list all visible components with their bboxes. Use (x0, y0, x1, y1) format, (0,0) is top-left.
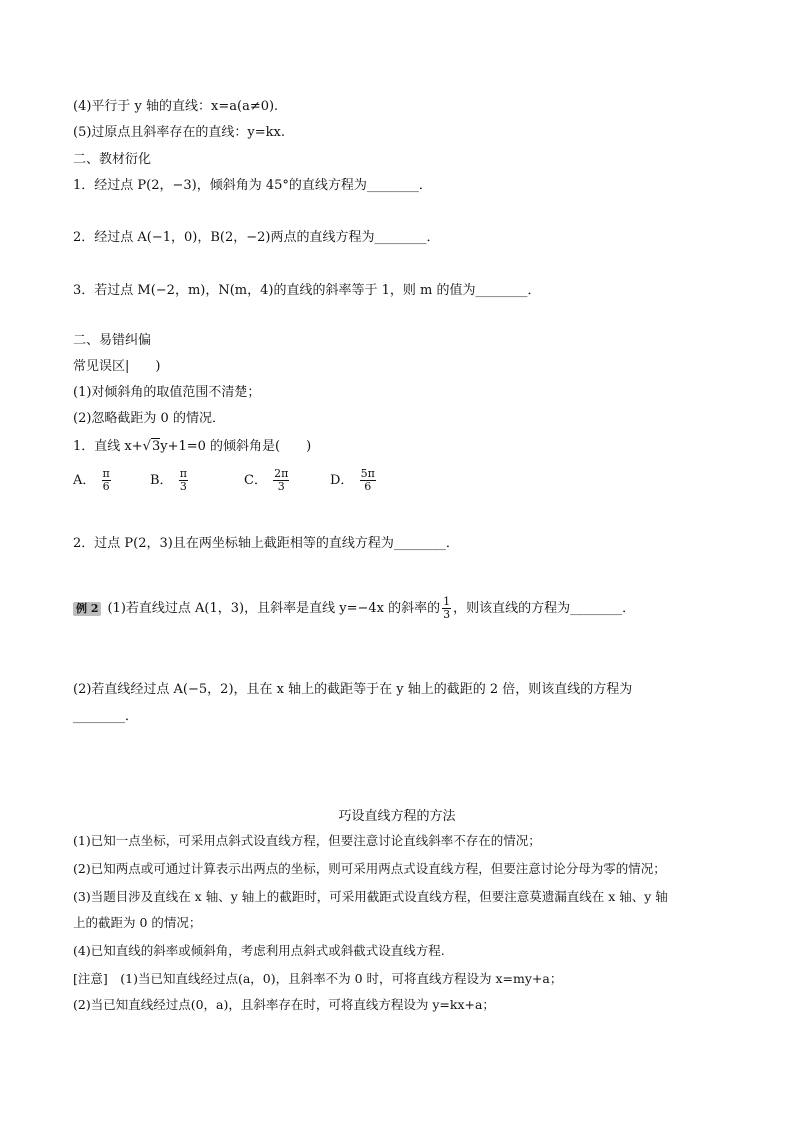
option-c: C． $\frac{2\pi}{3}$ (244, 467, 289, 493)
example-2-part-1: 例 2 (1)若直线过点 A(1，3)，且斜率是直线 y=−4x 的斜率的 $\frac{1}{3}$ ，则该直线的方程为________． (73, 596, 635, 621)
example-2-part-2-answer: ________． (73, 709, 139, 724)
option-a: A． $\frac{\pi}{6}$ (73, 467, 110, 493)
tip-item: (2)已知两点或可通过计算表示出两点的坐标，则可采用两点式设直线方程，但要注意讨论分母为零的情况； (73, 861, 666, 876)
mistake-question-1: 1．直线 x+√3y+1=0 的倾斜角是( ) (73, 439, 312, 454)
text-line: (4)平行于 y 轴的直线：x=a(a≠0). (73, 99, 279, 114)
question-1: 1．经过点 P(2，−3)，倾斜角为 45°的直线方程为________． (73, 178, 432, 193)
question-2: 2．经过点 A(−1，0)，B(2，−2)两点的直线方程为________． (73, 230, 440, 245)
section-heading: 二、易错纠偏 (73, 333, 152, 348)
tip-item: (3)当题目涉及直线在 x 轴、y 轴上的截距时，可采用截距式设直线方程，但要注意莫遗漏直线在 x 轴、y 轴 (73, 889, 668, 904)
tip-note: [注意] (1)当已知直线经过点(a，0)，且斜率不为 0 时，可将直线方程设为 x=my+a； (73, 971, 563, 986)
text-line: (5)过原点且斜率存在的直线：y=kx. (73, 125, 285, 140)
example-2-part-2: (2)若直线经过点 A(−5，2)，且在 x 轴上的截距等于在 y 轴上的截距的 2 倍，则该直线的方程为 (73, 682, 633, 697)
error-item: (2)忽略截距为 0 的情况． (73, 411, 225, 426)
tip-item: (4)已知直线的斜率或倾斜角，考虑利用点斜式或斜截式设直线方程. (73, 943, 445, 958)
error-item: (1)对倾斜角的取值范围不清楚； (73, 385, 261, 400)
mistake-question-2: 2．过点 P(2，3)且在两坐标轴上截距相等的直线方程为________． (73, 536, 459, 551)
tip-item: (1)已知一点坐标，可采用点斜式设直线方程，但要注意讨论直线斜率不存在的情况； (73, 833, 541, 848)
tip-note: (2)当已知直线经过点(0，a)，且斜率存在时，可将直线方程设为 y=kx+a； (73, 997, 495, 1012)
example-badge: 例 2 (73, 602, 101, 616)
tip-item: 上的截距为 0 的情况； (73, 915, 202, 930)
common-errors-label: 常见误区| ) (73, 359, 161, 374)
option-d: D． $\frac{5\pi}{6}$ (330, 467, 375, 493)
option-b: B． $\frac{\pi}{3}$ (150, 467, 187, 493)
tips-title: 巧设直线方程的方法 (338, 809, 456, 824)
question-3: 3．若过点 M(−2，m)，N(m，4)的直线的斜率等于 1，则 m 的值为________． (73, 283, 541, 298)
section-heading: 二、教材衍化 (73, 152, 152, 167)
